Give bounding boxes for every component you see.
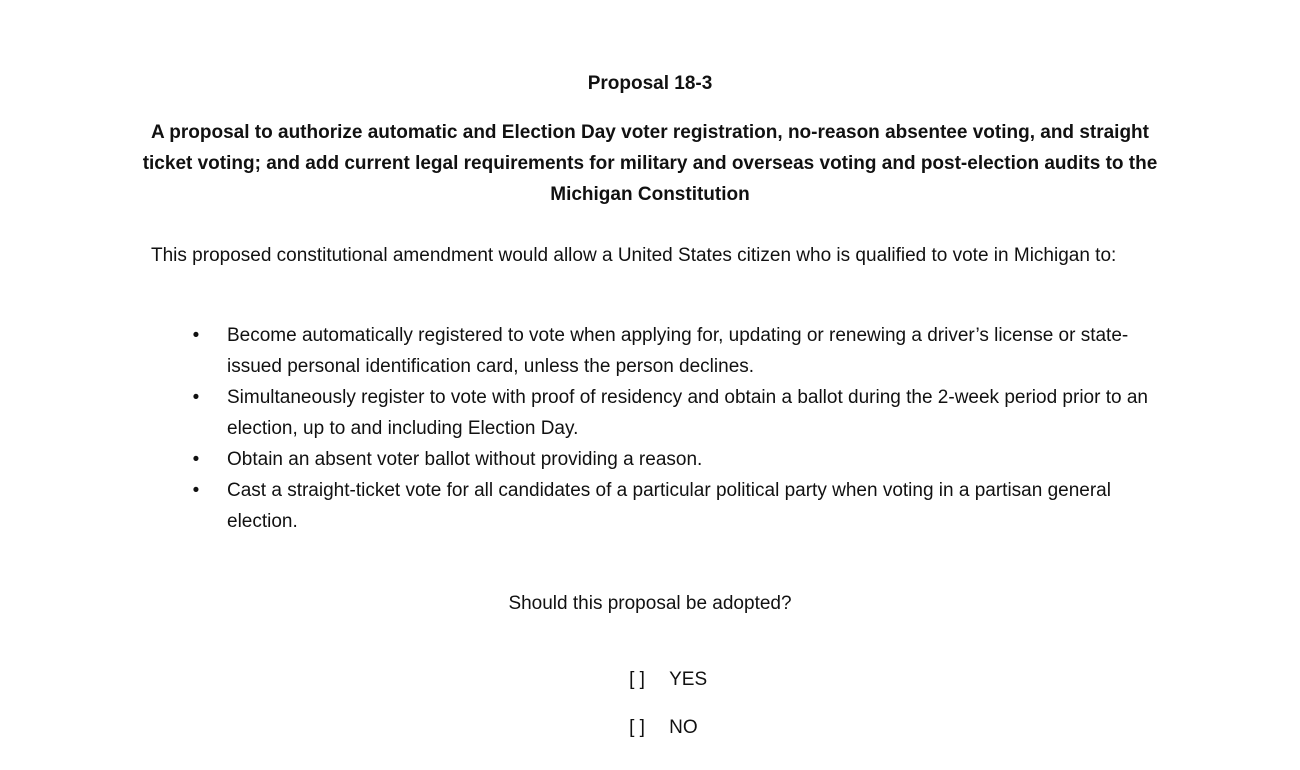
list-item [151, 382, 1161, 444]
adoption-question: Should this proposal be adopted? [508, 593, 792, 614]
bullet-text: Become automatically registered to vote when applying for, updating or renewing a driver’s license or state-issued personal identification card, unless the person declines. [227, 325, 1129, 377]
list-item [151, 444, 1161, 475]
bullet-icon: • [192, 387, 200, 408]
bullet-icon: • [192, 325, 200, 346]
no-label: NO [669, 717, 698, 738]
bullet-text: Cast a straight-ticket vote for all candidates of a particular political party when voting in a partisan general election. [227, 480, 1111, 532]
proposal-bullet-list [151, 320, 1161, 537]
proposal-intro: This proposed constitutional amendment would allow a United States citizen who is qualified to vote in Michigan to: [151, 245, 1117, 266]
bullet-text: Simultaneously register to vote with proof of residency and obtain a ballot during the 2-week period prior to an election, up to and including Election Day. [227, 387, 1148, 439]
list-item [151, 475, 1161, 537]
proposal-title: Proposal 18-3 [587, 73, 713, 94]
list-item [151, 320, 1161, 382]
bullet-text: Obtain an absent voter ballot without providing a reason. [227, 449, 703, 470]
bullet-icon: • [192, 449, 200, 470]
yes-checkbox[interactable]: [ ] [629, 669, 645, 690]
no-checkbox[interactable]: [ ] [629, 717, 645, 738]
no-choice[interactable] [608, 686, 728, 770]
yes-label: YES [669, 669, 708, 690]
proposal-subtitle: A proposal to authorize automatic and Election Day voter registration, no-reason absentee voting, and straight ticket voting; and add current legal requirements for military and overseas voting and post-election audits to the Michigan Constitution [142, 122, 1158, 205]
bullet-icon: • [192, 480, 200, 501]
